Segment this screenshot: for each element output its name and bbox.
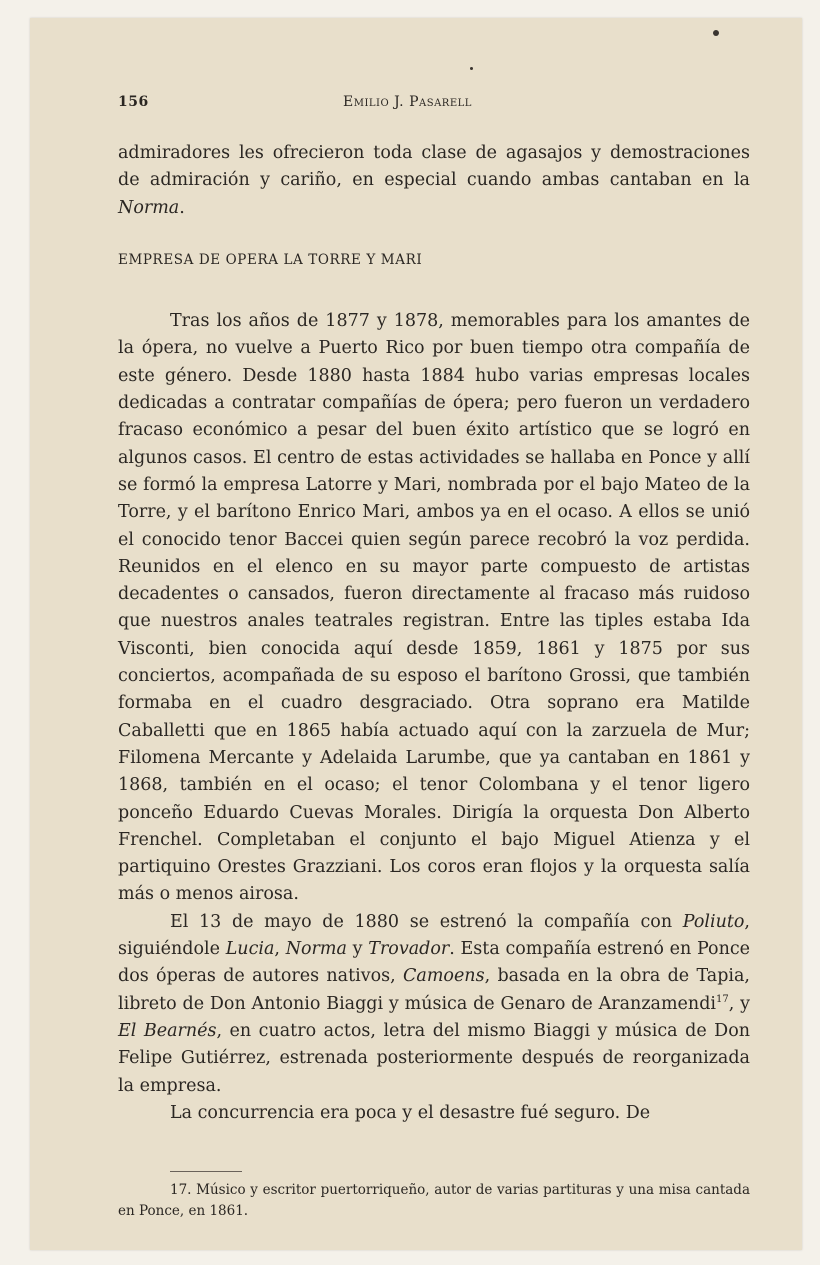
ink-speck xyxy=(713,30,719,36)
section-heading: EMPRESA DE OPERA LA TORRE Y MARI xyxy=(118,251,423,268)
page-number: 156 xyxy=(118,94,149,110)
footnote-ref: 17 xyxy=(716,993,729,1005)
page-body xyxy=(118,140,750,1127)
page-header xyxy=(118,94,748,114)
paragraph-empresa: Tras los años de 1877 y 1878, memorables para los amantes de la ópera, no vuelve a Puerto Rico por buen tiempo otra compañía de este género. Desde 1880 hasta 1884 hubo varias empresas locales dedicadas a contratar compañías de ópera; pero fueron un verdadero fracaso económico a pesar del buen éxito artístico que se logró en algunos casos. El centro de estas actividades se hallaba en Ponce y allí se formó la empresa Latorre y Mari, nombrada por el bajo Mateo de la Torre, y el barítono Enrico Mari, ambos ya en el ocaso. A ellos se unió el conocido tenor Baccei quien según parece recobró la voz perdida. Reunidos en el elenco en su mayor parte compuesto de artistas decadentes o cansados, fueron directamente al fracaso más ruidoso que nuestros anales teatrales registran. Entre las tiples estaba Ida Visconti, bien conocida aquí desde 1859, 1861 y 1875 por sus conciertos, acompañada de su esposo el barítono Grossi, que también formaba en el cuadro desgraciado. Otra soprano era Matilde Caballetti que en 1865 había actuado aquí con la zarzuela de Mur; Filomena Mercante y Adelaida Larumbe, que ya cantaban en 1861 y 1868, también en el ocaso; el tenor Colombana y el tenor ligero ponceño Eduardo Cuevas Morales. Dirigía la orquesta Don Alberto Frenchel. Completaban el conjunto el bajo Miguel Atienza y el partiquino Orestes Grazziani. Los coros eran flojos y la orquesta salía más o menos airosa. xyxy=(118,311,750,905)
paragraph-concurrencia: La concurrencia era poca y el desastre fué seguro. De xyxy=(170,1102,651,1123)
footnote xyxy=(118,1180,750,1222)
footnote-17: 17. Músico y escritor puertorriqueño, autor de varias partituras y una misa cantada en Ponce, en 1861. xyxy=(118,1182,750,1219)
ink-speck xyxy=(470,67,473,70)
paragraph-continuation: admiradores les ofrecieron toda clase de agasajos y demostraciones de admiración y cariño, en especial cuando ambas cantaban en la Norma. xyxy=(118,143,750,218)
paragraph-estreno: El 13 de mayo de 1880 se estrenó la compañía con Poliuto, siguiéndole Lucia, Norma y Trovador. Esta compañía estrenó en Ponce dos óperas de autores nativos, Camoens, basada en la obra de Tapia, libreto de Don Antonio Biaggi y música de Genaro de Aranzamendi$^{17}$, y El Bearnés, en cuatro actos, letra del mismo Biaggi y música de Don Felipe Gutiérrez, estrenada posteriormente después de reorganizada la empresa. xyxy=(118,911,751,1096)
running-head: Emilio J. Pasarell xyxy=(343,94,472,110)
footnote-rule xyxy=(170,1171,242,1172)
